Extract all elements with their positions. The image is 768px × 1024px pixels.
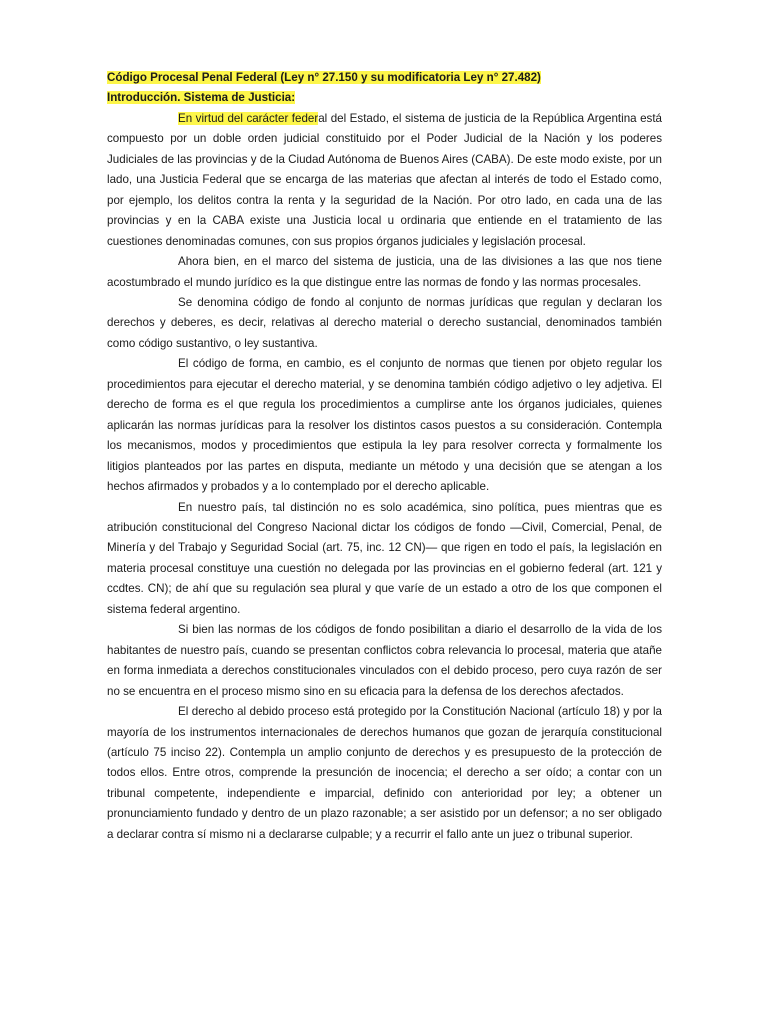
- paragraph-3: Se denomina código de fondo al conjunto de normas jurídicas que regulan y declaran los derechos y deberes, es decir, relativas al derecho material o derecho sustancial, denominados también como código sustantivo, o ley sustantiva.: [107, 295, 662, 350]
- section-heading: [107, 88, 662, 108]
- paragraph-7: El derecho al debido proceso está protegido por la Constitución Nacional (artículo 18) y por la mayoría de los instrumentos internacionales de derechos humanos que gozan de jerarquía constitucional (artículo 75 inciso 22). Contempla un amplio conjunto de derechos y es presupuesto de la protección de todos ellos. Entre otros, comprende la presunción de inocencia; el derecho a ser oído; a contar con un tribunal competente, independiente e imparcial, definido con anterioridad por ley; a obtener un pronunciamiento fundado y dentro de un plazo razonable; a ser asistido por un defensor; a no ser obligado a declarar contra sí mismo ni a declararse culpable; y a recurrir el fallo ante un juez o tribunal superior.: [107, 705, 662, 841]
- paragraph-1-text: al del Estado, el sistema de justicia de la República Argentina está compuesto por un doble orden judicial constituido por el Poder Judicial de la Nación y los poderes Judiciales de las provincias y de la Ciudad Autónoma de Buenos Aires (CABA). De este modo existe, por un lado, una Justicia Federal que se encarga de las materias que afectan al interés de todo el Estado como, por ejemplo, los delitos contra la renta y la seguridad de la Nación. Por otro lado, en cada una de las provincias y en la CABA existe una Justicia local u ordinaria que entiende en el tratamiento de las cuestiones denominadas comunes, con sus propios órganos judiciales y legislación procesal.: [107, 111, 662, 248]
- paragraph-4: El código de forma, en cambio, es el conjunto de normas que tienen por objeto regular los procedimientos para ejecutar el derecho material, y se denomina también código adjetivo o ley adjetiva. El derecho de forma es el que regula los procedimientos a cumplirse ante los órganos judiciales, quienes aplicarán las normas jurídicas para la resolver los distintos casos puestos a su consideración. Contempla los mecanismos, modos y procedimientos que estipula la ley para resolver correcta y formalmente los litigios planteados por las partes en disputa, mediante un método y una decisión que se atengan a los hechos afirmados y probados y a lo contemplado por el derecho aplicable.: [107, 357, 662, 494]
- document-body: [107, 68, 662, 845]
- paragraph-2: Ahora bien, en el marco del sistema de justicia, una de las divisiones a las que nos tiene acostumbrado el mundo jurídico es la que distingue entre las normas de fondo y las normas procesales.: [107, 255, 662, 289]
- highlighted-text: En virtud del carácter feder: [178, 111, 319, 125]
- document-title: [107, 68, 662, 88]
- document-title-text: Código Procesal Penal Federal (Ley n° 27.150 y su modificatoria Ley n° 27.482): [107, 71, 541, 84]
- paragraph-6: Si bien las normas de los códigos de fondo posibilitan a diario el desarrollo de la vida de los habitantes de nuestro país, cuando se presentan conflictos cobra relevancia lo procesal, materia que atañe en forma inmediata a derechos constitucionales vinculados con el debido proceso, pero cuya razón de ser no se encuentra en el proceso mismo sino en su eficacia para la defensa de los derechos afectados.: [107, 623, 662, 698]
- section-heading-text: Introducción. Sistema de Justicia:: [107, 91, 296, 105]
- paragraph-5: En nuestro país, tal distinción no es solo académica, sino política, pues mientras que es atribución constitucional del Congreso Nacional dictar los códigos de fondo —Civil, Comercial, Penal, de Minería y del Trabajo y Seguridad Social (art. 75, inc. 12 CN)— que rigen en todo el país, la legislación en materia procesal constituye una cuestión no delegada por las provincias en el gobierno federal (art. 121 y ccdtes. CN); de ahí que su regulación sea plural y que varíe de un estado a otro de los que componen el sistema federal argentino.: [107, 500, 662, 616]
- paragraph-1: [107, 109, 662, 252]
